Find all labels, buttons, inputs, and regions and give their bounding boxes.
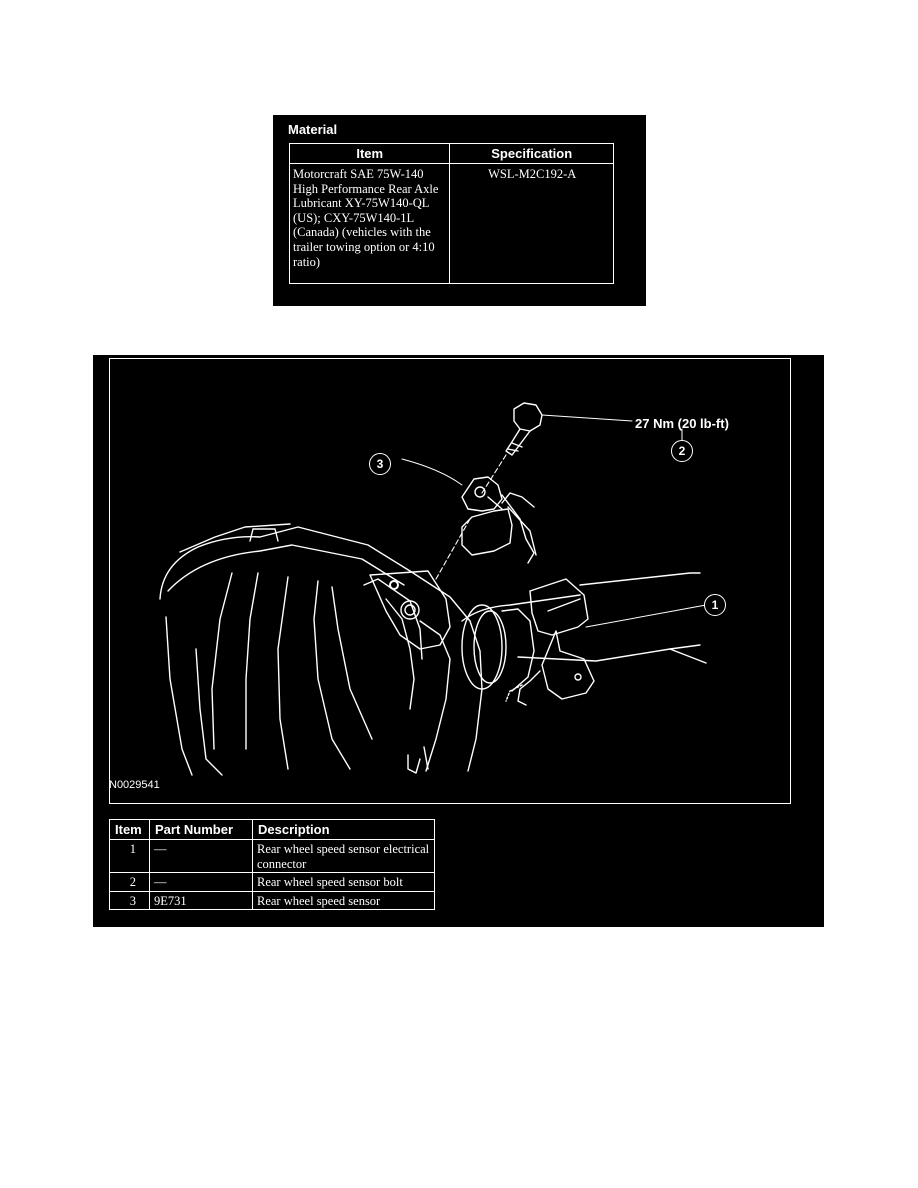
figure-panel bbox=[93, 355, 824, 927]
callout-2: 2 bbox=[671, 440, 693, 462]
parts-item-cell: 2 bbox=[110, 873, 150, 892]
electrical-connector-shape bbox=[506, 579, 594, 705]
material-spec-cell: WSL-M2C192-A bbox=[450, 164, 614, 284]
callout-1: 1 bbox=[704, 594, 726, 616]
parts-item-cell: 3 bbox=[110, 891, 150, 910]
material-item-cell: Motorcraft SAE 75W-140 High Performance Rear Axle Lubricant XY-75W140-QL (US); CXY-75W140-1L (Canada) (vehicles with the trailer towing option or 4:10 ratio) bbox=[290, 164, 450, 284]
parts-number-cell: — bbox=[150, 873, 253, 892]
axle-tube bbox=[462, 595, 700, 661]
leader-line-2 bbox=[542, 415, 632, 421]
table-row bbox=[110, 891, 435, 910]
material-title: Material bbox=[288, 122, 338, 137]
sensor-mount-boss bbox=[370, 571, 450, 649]
torque-spec-label: 27 Nm (20 lb-ft) bbox=[635, 416, 729, 431]
parts-table bbox=[109, 819, 435, 910]
table-row bbox=[290, 164, 614, 284]
installation-guide-line bbox=[436, 455, 506, 579]
figure-frame bbox=[109, 358, 791, 804]
parts-item-cell: 1 bbox=[110, 840, 150, 873]
figure-code: N0029541 bbox=[109, 779, 160, 791]
parts-number-cell: — bbox=[150, 840, 253, 873]
material-header-specification: Specification bbox=[450, 144, 614, 164]
parts-description-cell: Rear wheel speed sensor bolt bbox=[253, 873, 435, 892]
parts-header-part-number: Part Number bbox=[150, 820, 253, 840]
leader-line-3 bbox=[402, 459, 462, 485]
parts-description-cell: Rear wheel speed sensor electrical connector bbox=[253, 840, 435, 873]
table-row bbox=[110, 840, 435, 873]
parts-header-description: Description bbox=[253, 820, 435, 840]
sensor-bolt-shape bbox=[506, 403, 542, 455]
speed-sensor-shape bbox=[462, 477, 536, 563]
material-table bbox=[289, 143, 614, 284]
leader-line-1 bbox=[586, 605, 706, 627]
parts-number-cell: 9E731 bbox=[150, 891, 253, 910]
material-panel bbox=[273, 115, 646, 306]
callout-3: 3 bbox=[369, 453, 391, 475]
table-row bbox=[110, 873, 435, 892]
material-header-item: Item bbox=[290, 144, 450, 164]
parts-description-cell: Rear wheel speed sensor bbox=[253, 891, 435, 910]
parts-header-item: Item bbox=[110, 820, 150, 840]
